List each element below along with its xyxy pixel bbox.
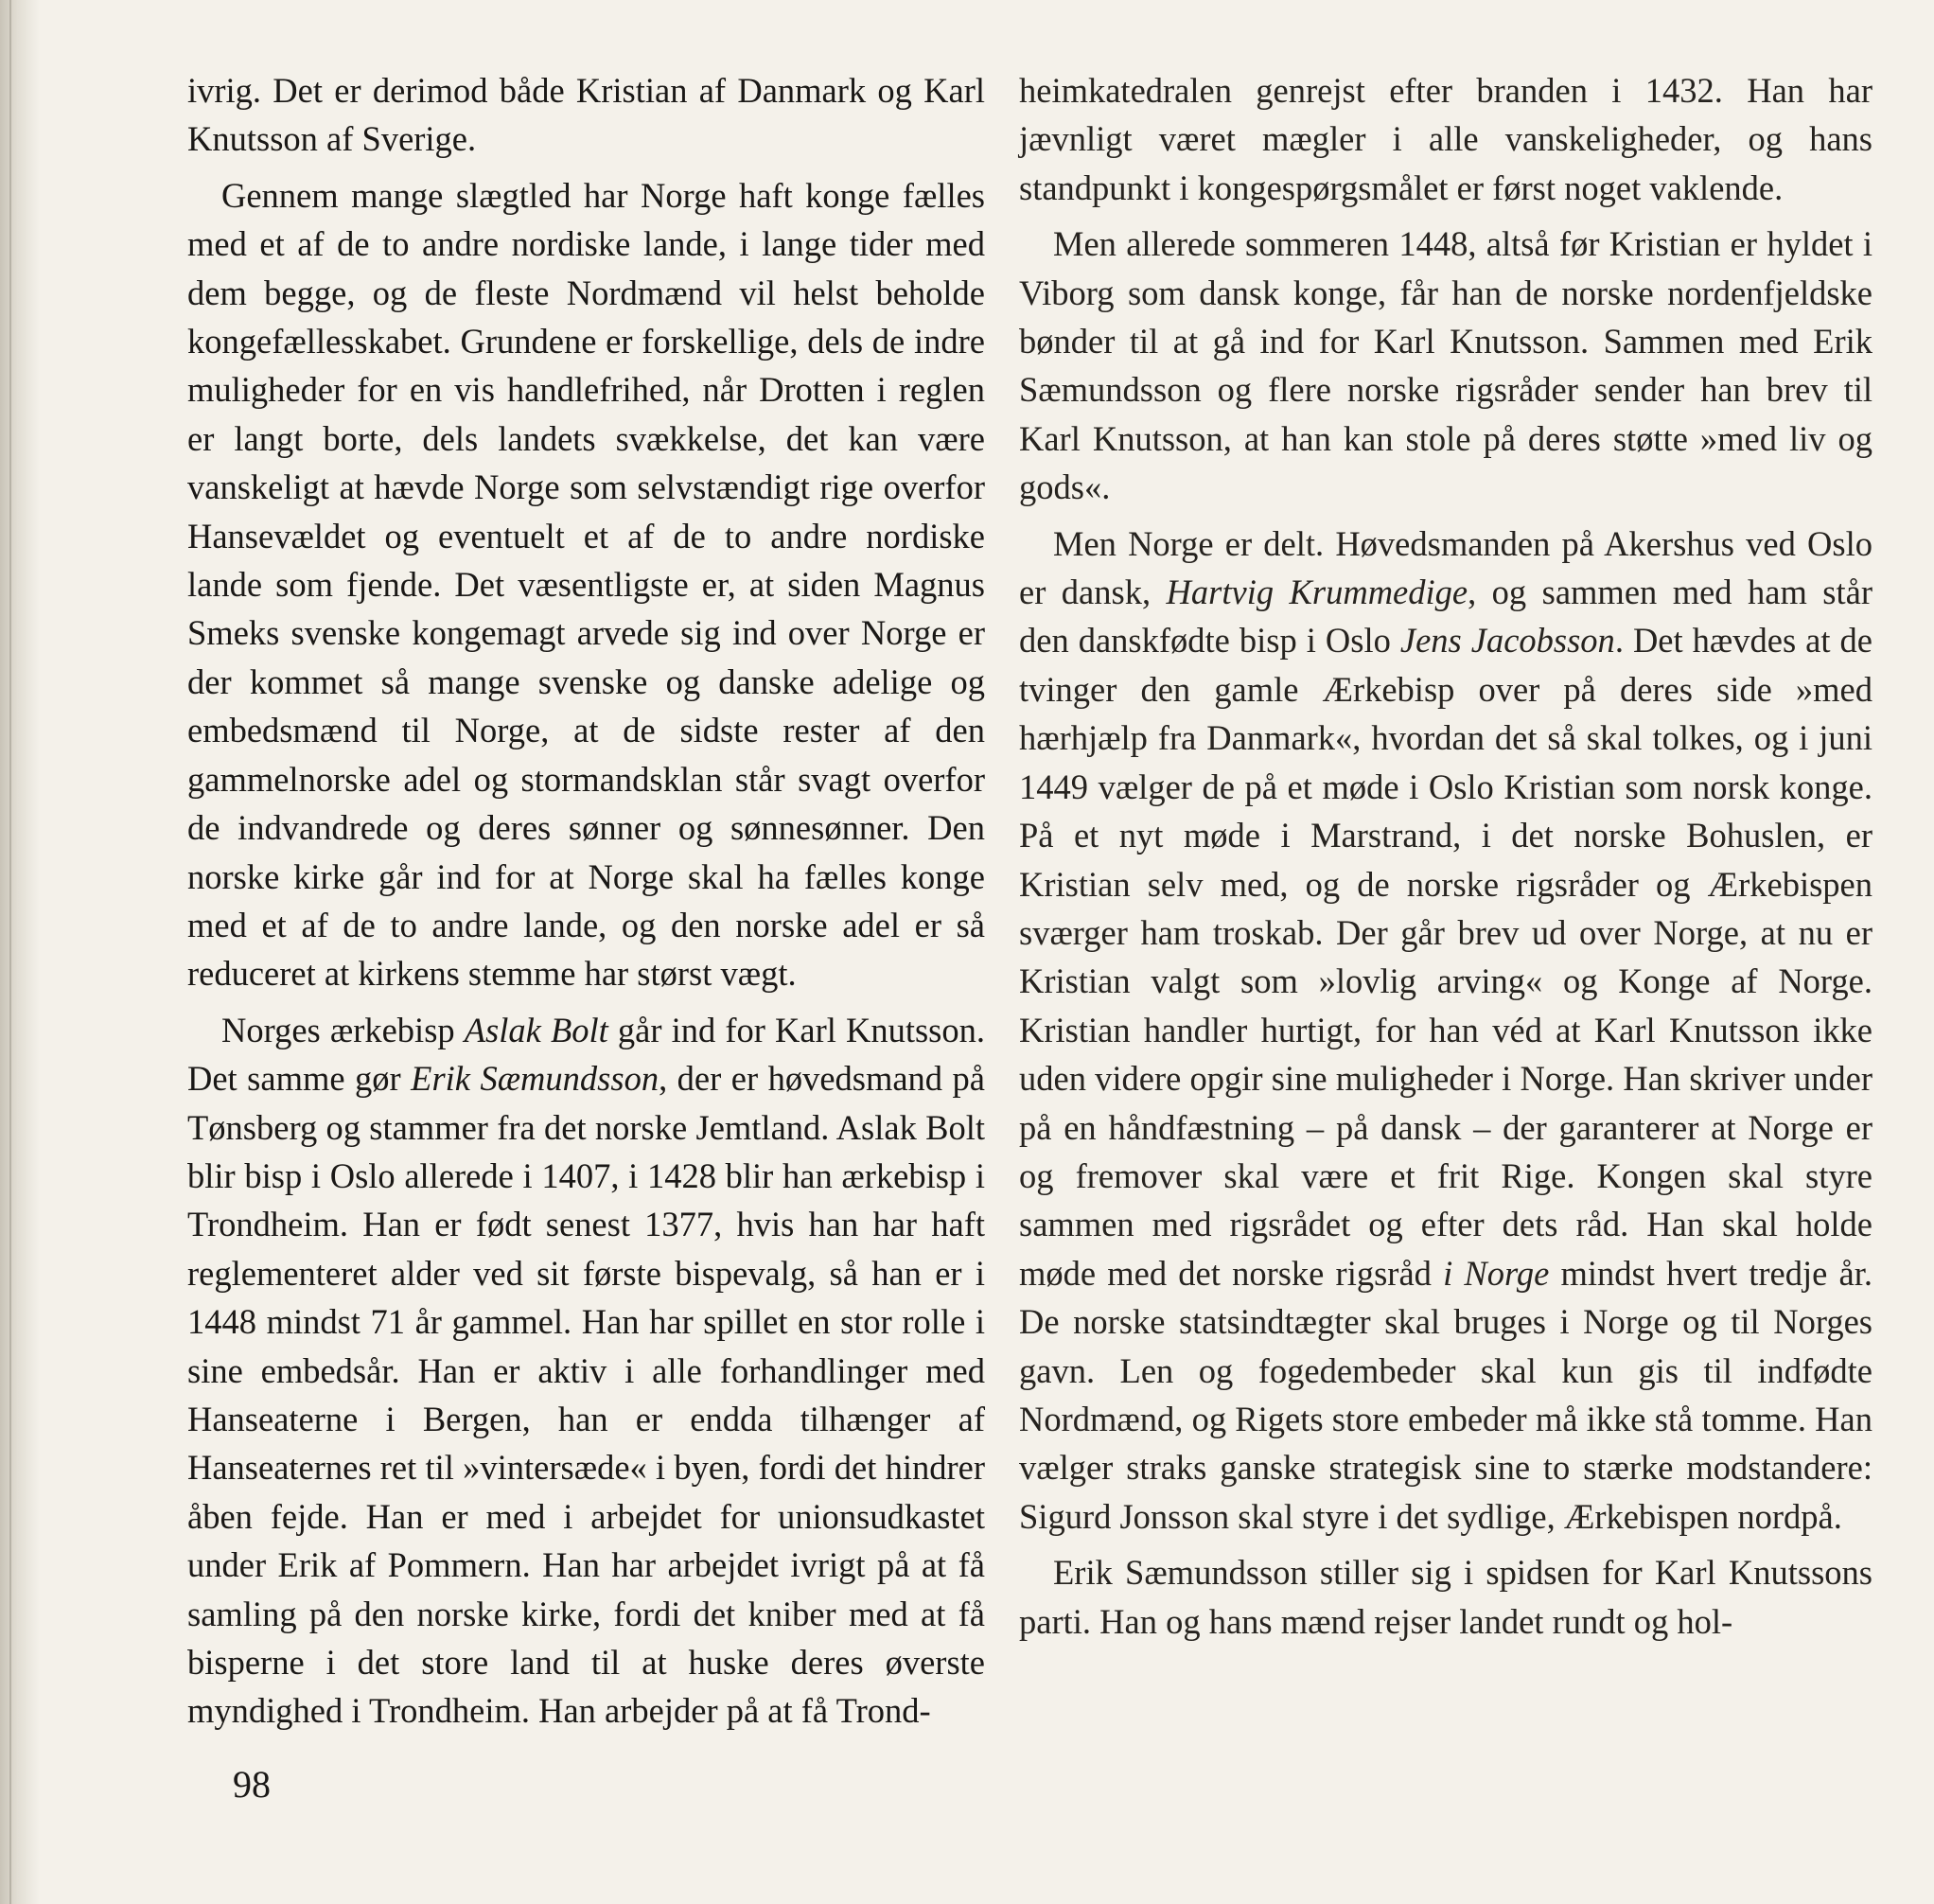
paragraph: ivrig. Det er derimod både Kristian af Danmark og Karl Knutsson af Sverige. [187, 71, 985, 159]
italic-name: Erik Sæmundsson [411, 1059, 659, 1099]
italic-name: Aslak Bolt [464, 1010, 608, 1049]
paragraph: heimkatedralen genrejst efter branden i 1432. Han har jævnligt været mægler i alle vanskeligheder, og hans standpunkt i kongespørgsmålet er først noget vaklende. [1019, 71, 1872, 207]
paragraph: Gennem mange slægtled har Norge haft konge fælles med et af de to andre nordiske lande, i lange tider med dem begge, og de fleste Nordmænd vil helst beholde kongefællesskabet. Grundene er forskellige, dels de indre muligheder for en vis handlefrihed, når Drotten i reglen er langt borte, dels landets svækkelse, det kan være vanskeligt at hævde Norge som selvstændigt rige overfor Hansevældet og eventuelt et af de to andre nordiske lande som fjende. Det væsentligste er, at siden Magnus Smeks svenske kongemagt arvede sig ind over Norge er der kommet så mange svenske og danske adelige og embedsmænd til Norge, at de sidste rester af den gammelnorske adel og stormandsklan står svagt overfor de indvandrede og deres sønner og sønnesønner. Den norske kirke går ind for at Norge skal ha fælles konge med et af de to andre lande, og den norske adel er så reduceret at kirkens stemme har størst vægt. [187, 175, 985, 994]
paragraph [187, 1006, 985, 1736]
italic-name: Hartvig Krummedige [1166, 573, 1468, 612]
right-text-column [1019, 66, 1872, 1646]
text-run: går ind for Karl Knutsson. Det samme gør [187, 1010, 985, 1099]
paragraph [1019, 520, 1872, 1542]
text-run: mindst hvert tredje år. De norske statsindtægter skal bruges i Norge og til Norges gavn. Len og fogedembeder skal kun gis til indfødte Nordmænd, og Rigets store embeder må ikke stå tomme. Han vælger straks ganske strategisk sine to stærke modstandere: Sigurd Jonsson skal styre i det sydlige, Ærkebispen nordpå. [1019, 1253, 1872, 1536]
text-run: Men Norge er delt. Høvedsmanden på Akershus ved Oslo er dansk, [1019, 523, 1872, 612]
book-spine-shadow [0, 0, 40, 1904]
left-text-column [187, 66, 985, 1736]
text-run: , der er høvedsmand på Tønsberg og stammer fra det norske Jemtland. Aslak Bolt blir bisp i Oslo allerede i 1407, i 1428 blir han ærkebisp i Trondheim. Han er født senest 1377, hvis han har haft reglementeret alder ved sit første bispevalg, så han er i 1448 mindst 71 år gammel. Han har spillet en stor rolle i sine embedsår. Han er aktiv i alle forhandlinger med Hanseaterne i Bergen, han er endda tilhænger af Hanseaternes ret til »vintersæde« i byen, fordi det hindrer åben fejde. Han er med i arbejdet for unionsudkastet under Erik af Pommern. Han har arbejdet ivrigt på at få samling på den norske kirke, fordi det kniber med at få bisperne i det store land til at huske deres øverste myndighed i Trondheim. Han arbejder på at få Trond- [187, 1059, 985, 1731]
paragraph: Men allerede sommeren 1448, altså før Kristian er hyldet i Viborg som dansk konge, får han de norske nordenfjeldske bønder til at gå ind for Karl Knutsson. Sammen med Erik Sæmundsson og flere norske rigsråder sender han brev til Karl Knutsson, at han kan stole på deres støtte »med liv og gods«. [1019, 224, 1872, 507]
text-run: . Det hævdes at de tvinger den gamle Ærkebisp over på deres side »med hærhjælp fra Danmark«, hvordan det så skal tolkes, og i juni 1449 vælger de på et møde i Oslo Kristian som norsk konge. På et nyt møde i Marstrand, i det norske Bohuslen, er Kristian selv med, og de norske rigsråder og Ærkebispen sværger ham troskab. Der går brev ud over Norge, at nu er Kristian valgt som »lovlig arving« og Konge af Norge. Kristian handler hurtigt, for han véd at Karl Knutsson ikke uden videre opgir sine muligheder i Norge. Han skriver under på en håndfæstning – på dansk – der garanterer at Norge er og fremover skal være et frit Rige. Kongen skal styre sammen med rigsrådet og efter dets råd. Han skal holde møde med det norske rigsråd [1019, 621, 1872, 1293]
paragraph: Erik Sæmundsson stiller sig i spidsen for Karl Knutssons parti. Han og hans mænd rejser landet rundt og hol- [1019, 1553, 1872, 1641]
text-run: , og sammen med ham står den danskfødte bisp i Oslo [1019, 573, 1873, 661]
italic-name: Jens Jacobsson [1399, 621, 1615, 661]
book-gutter-line [9, 0, 11, 1904]
text-run: Norges ærkebisp [221, 1010, 465, 1049]
page-number: 98 [233, 1763, 271, 1806]
italic-emphasis: i Norge [1443, 1253, 1550, 1293]
